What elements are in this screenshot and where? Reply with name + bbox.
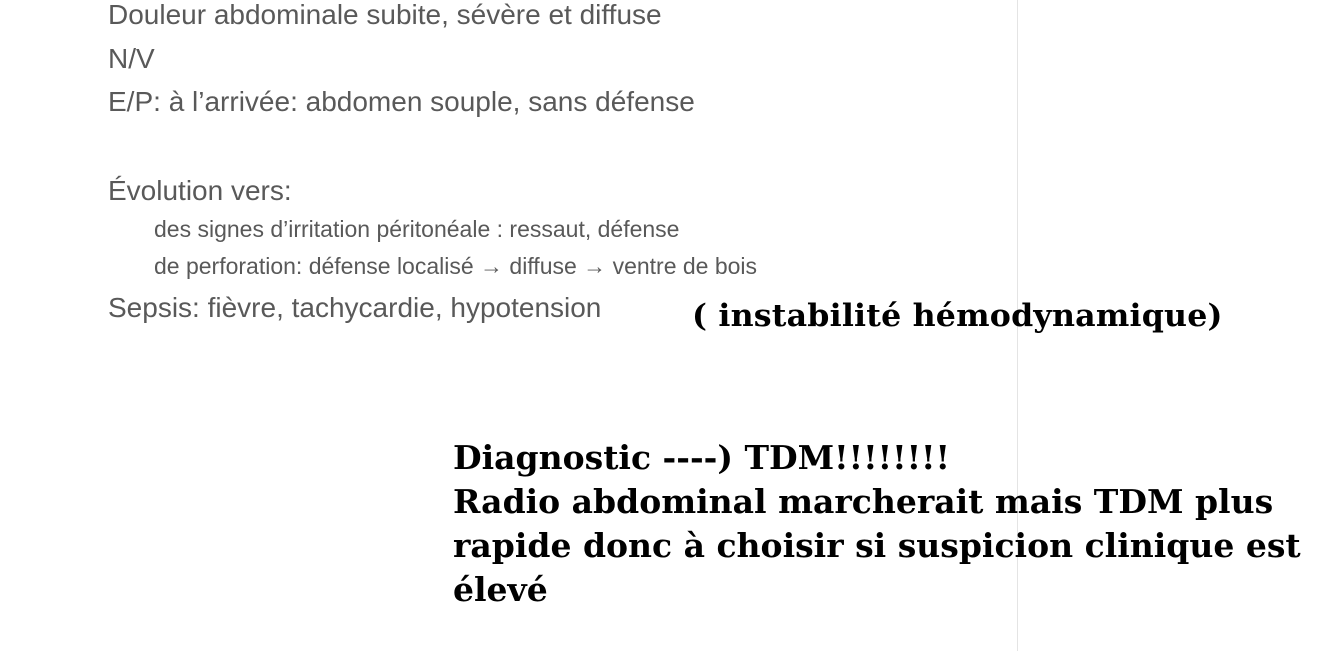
- diagnosis-line: rapide donc à choisir si suspicion clinique est: [453, 526, 1301, 565]
- evolution-heading: Évolution vers:: [108, 175, 292, 206]
- symptom-line-abdominal-pain: Douleur abdominale subite, sévère et diffuse: [108, 0, 662, 30]
- evolution-item-perforation: de perforation: défense localisé → diffuse → ventre de bois: [154, 253, 758, 279]
- evolution-item-peritoneal-irritation: des signes d’irritation péritonéale : ressaut, défense: [154, 216, 680, 242]
- exam-line-arrival: E/P: à l’arrivée: abdomen souple, sans défense: [108, 86, 695, 117]
- diagnosis-line: Radio abdominal marcherait mais TDM plus: [453, 482, 1274, 521]
- diagnosis-annotation: [453, 436, 1301, 612]
- symptom-line-nausea-vomiting: N/V: [108, 43, 155, 74]
- diagnosis-line: Diagnostic ----) TDM!!!!!!!!: [453, 438, 951, 477]
- diagnosis-line: élevé: [453, 570, 548, 609]
- sepsis-line: Sepsis: fièvre, tachycardie, hypotension: [108, 292, 602, 323]
- instability-annotation: ( instabilité hémodynamique): [692, 298, 1223, 334]
